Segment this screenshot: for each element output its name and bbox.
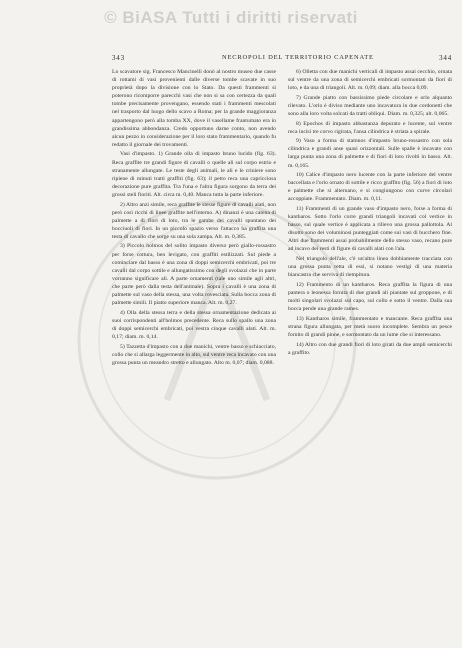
paragraph: 5) Tazzetta d'impasto con a due manichi, ventre basso e schiacciato, collo che si allarga leggermente in alto, sul ventre reca incavato con una grossa punta un meandro stretto e allungato. Alto m. 0,07; diam. 0,088.: [112, 343, 276, 366]
paragraph: Vasi d'impasto. 1) Grande olla di impasto bruno lucido (fig. 63). Reca graffite tre grandi figure di cavalli o quelle ali sul corpo estrio e stranamente allungate. Le teste degli animali, le ali e le criniere sono ripiene di minuti tratti graffiti (fig. 63); il petto reca una capricciosa decorazione pure graffita. Tra l'una e l'altra figura sorgono da terra dei grossi steli fioriti. Alt. circa m. 0,40. Manca tutta la parte inferiore.: [112, 151, 276, 198]
running-title: NECROPOLI DEL TERRITORIO CAPENATE: [222, 54, 374, 61]
copyright-watermark: © BiASA Tutti i diritti riservati: [104, 8, 358, 27]
paragraph: 7) Grande piatto con bassissimo piede circolare e orlo alquanto rilevato. L'orlo è diviso mediante uno incavatura in due cordonetti che sono alla loro volta solcati da tratti obliqui. Diam. m. 0,325; alt. 0,065.: [288, 94, 452, 117]
paragraph: 9) Vaso a forma di stamnos d'impasto bruno-rossastro con sola cilindrica e grandi anse quasi orizzontali. Sulle spalle è incavato con larga punta una zona di palmette e di fiori di loto rivolti in basso. Alt. m. 0,165.: [288, 138, 452, 169]
paragraph: 14) Altro con due grandi fiori di loto girati da due ampli semicerchi a graffito.: [288, 341, 452, 356]
page-header: [112, 54, 452, 66]
paragraph: 4) Olla della stessa terra e della stessa ornamentazione dedicata ai suoi corrispondenti all'holmos precedente. Reca sullo spallo una zona di doppi semicerchi embricati, poi vestra cinque cavalli alati. Alt. m. 0,17; diam. m. 0,14.: [112, 309, 276, 340]
paragraph: 6) Olletta con due manichi verticali di impasto assai cecchio, ornata sul ventre da una zona di semicerchi embricati sormontati da fiori di loto, e da una di triangoli. Alt. m. 0,09; diam. alla bocca 0,09.: [288, 69, 452, 92]
paragraph: 13) Kantharos simile, frammentato e mancante. Reca graffita una strana figura allungata, per metà suoro incomplete. Sembra un pesce fornito di grandi pinne, e sormontato da un lume che si interessano.: [288, 315, 452, 338]
right-text-column: [288, 68, 452, 628]
page-number-right: 344: [439, 54, 452, 62]
paragraph: 10) Calice d'impasto nero lucente con la parte inferiore del ventre baccellata e l'orlo ornato di sottile e ricco graffito (fig. 56) a fiori di loto e palmette che si alternano, e si congiungono con curve circolari accoppiate. Frammentato. Diam. m. 0,11.: [288, 172, 452, 203]
paragraph: 11) Frammenti di un grande vaso d'impasto nero, forse a forma di kantharos. Sotto l'orlo corre grandi triangoli incavati col vertice in basso, sul quale vertice è applicata a rilievo una grossa pallottola. Al disotto sono dei voluminosi punteggiati come sui vasi di bucchero fine. Altri due frammenti assai probabilmente dello stesso vaso, recano pure ad incavo dei resti di figure di cavalli alati con l'ala.: [288, 206, 452, 253]
paragraph: Nel triangolo dell'ale, c'è un'altra linea dobbiamente tracciata con una grossa punta retta di essi, si notano vestigi di una materia biancastra che serviva di riempitura.: [288, 256, 452, 279]
page-number-left: 343: [112, 54, 125, 62]
paragraph: 8) Epochos di impasto abbastanza depurato e lucente, sul ventre reca incisi tre corvo rigirata, l'ansa cilindrica è striata a spirale.: [288, 120, 452, 135]
paragraph: 3) Piccolo holmos del solito impasto diverso però giallo-rossastro per forse cottura, ben levigato, con graffiti estilizzati. Sul piede a cominciare dal basso è una zona di doppi semicerchi embricati, poi tre cavalli dal corpo sottile e allungatissimo con degli svolazzi che in parte vorranno significare ali. A parte ornamenti (tale uno simile agli altri, che parte però dalla testa dell'animale). Sopra i cavalli è una zona di palmette sul vaso della stessa, una volta rovesciata. Sulla bocca zona di palmette simili. Il piatto superiore manca. Alt. m. 0,27.: [112, 243, 276, 307]
paragraph: Lo scavatore sig. Francesco Mancinelli donò al nostro museo due casse di rottami di vasi provenienti dalle diverse tombe scavate in suo proprietà dopo la divisione con lo Stato. Da questi frammenti si poterono ricomporre parecchi vasi che non si sa con certezza da quali tombe precisamente provengano, essendo stati i frammenti mescolati nel trasporto dal luogo dello scavo a Roma; per la grande maggioranza appartengono però alla tomba XX, dove il vasellame frantumato era in grandissima abbondanza. Credo opportuno darne conto, non avendo alcun pezzo in considerazione per il loro stato frammentario, quando fu redatto il giornale dei trovamenti.: [112, 69, 276, 148]
paragraph: 2) Altro anzi simile, reca graffite le stesse figure di cavalli alati, non però così ricchi di linee graffite nell'interno. A) dinanzi è una catena di palmette a di fiori di loto, tra le gambe dei cavalli spuntano dei bocciuoli di fiori. In un piccolo spazio verso l'attacco ha graffita una testa di cavallo che sorge su una sola zampa. Alt. m. 0,385.: [112, 201, 276, 240]
left-text-column: [112, 68, 276, 628]
paragraph: 12) Frammento di un kantharos. Reca graffita la figura di una pantera o leonessa fornita di due grandi ali piantate sul groppone, e di molti singolari svolazzi sul capo, sul collo e sotto il ventre. Dalla sua bocca pende una grande rames.: [288, 281, 452, 313]
